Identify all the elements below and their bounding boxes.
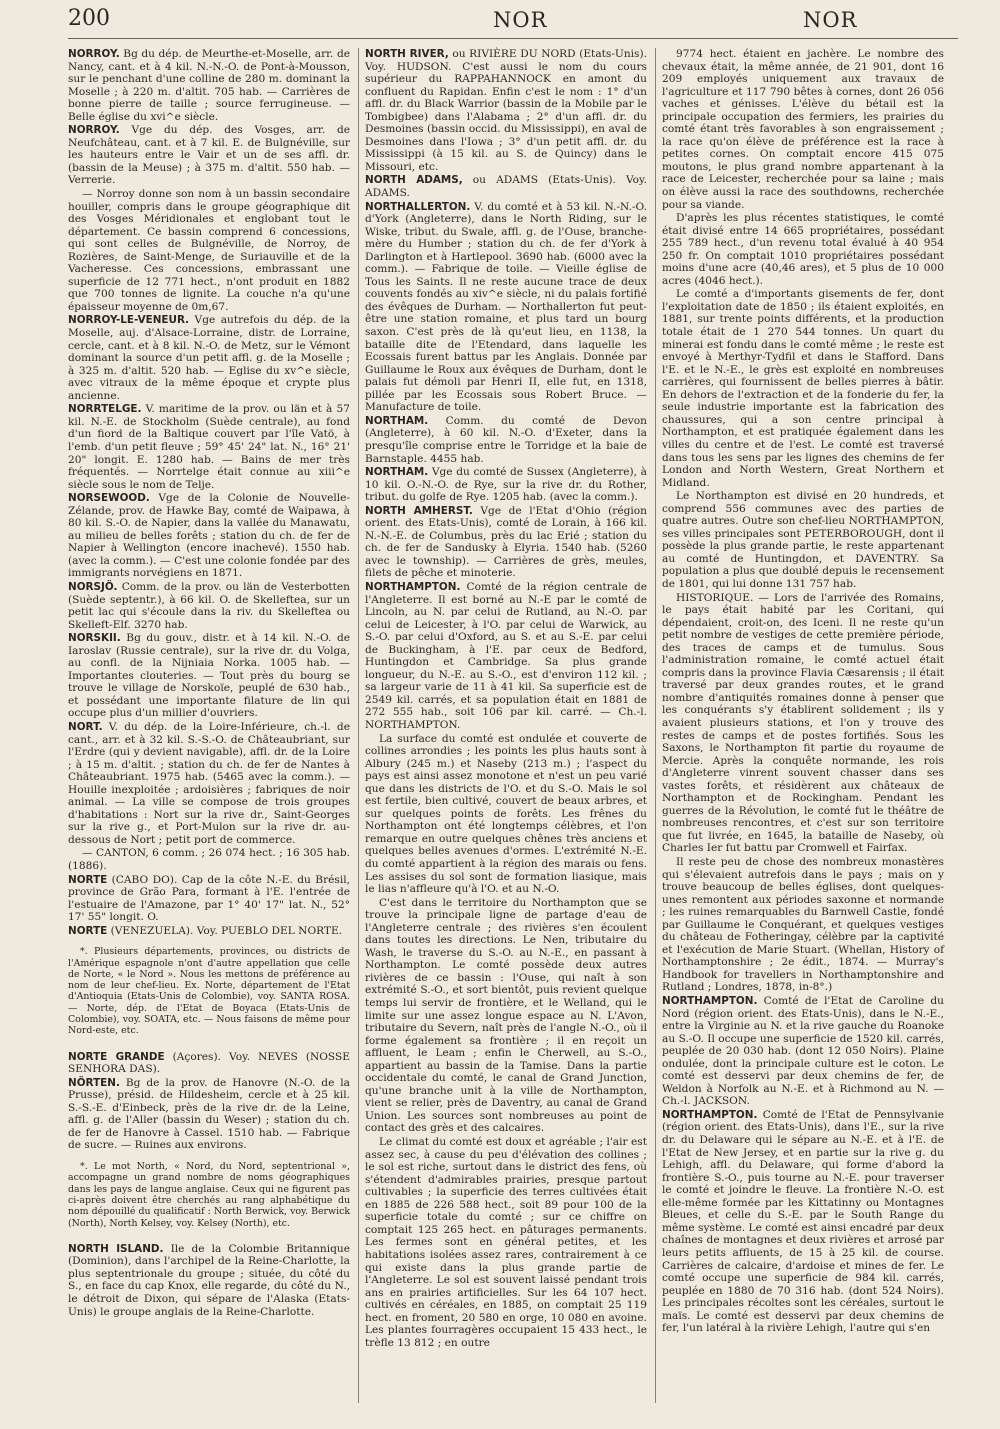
- entry-headword: NORTE GRANDE: [68, 1050, 165, 1063]
- dictionary-entry: [68, 925, 350, 938]
- dictionary-entry: [365, 174, 647, 199]
- dictionary-entry: [662, 490, 944, 590]
- entry-list: [68, 1051, 350, 1152]
- entry-text: ou ADAMS (Etats-Unis). Voy. ADAMS.: [365, 174, 647, 200]
- entry-text: La surface du comté est ondulée et couverte de collines arrondies ; les points les plus hauts sont à Albury (245 m.) et Naseby (213 m.) ; l'aspect du pays est ainsi assez monotone et n'est un peu varié que dans les districts de l'O. et du S.-O. Mais le sol est fertile, bien cultivé, couvert de beaux arbres, et sur quelques points de forêts. Les frênes du Northampton ont été longtemps célèbres, et l'on remarque en outre quelques chênes très anciens et quelques belles avenues d'ormes. L'extrémité N.-E. du comté appartient à la région des marais ou fens. Les assises du sol sont de formation liasique, mais le lias n'affleure qu'à l'O. et au N.-O.: [365, 732, 647, 896]
- dictionary-entry: [68, 847, 350, 872]
- dictionary-entry: [68, 581, 350, 631]
- dictionary-entry: [68, 492, 350, 580]
- page-header: [68, 6, 958, 36]
- dictionary-entry: [68, 632, 350, 720]
- entry-headword: NORROY.: [68, 48, 120, 60]
- entry-headword: NORTHALLERTON.: [365, 200, 471, 213]
- entry-text: Le climat du comté est doux et agréable ; l'air est assez sec, à cause du peu d'élévation des collines ; le sol est riche, surtout dans le district des fens, où s'étendent d'admirables prairies, presque partout cultivables ; la superficie des terres cultivées était en 1885 de 226 588 hect., soit 89 pour 100 de la superficie totale du comté ; sur ce chiffre on comptait 125 265 hect. en pâturages permanents. Les fermes sont en général petites, et les habitations isolées assez rares, contrairement à ce qui existe dans la plus grande partie de l'Angleterre. Le sol est souvent laissé pendant trois ans en prairies artificielles. Sur les 64 107 hect. cultivés en céréales, en 1885, on comptait 25 119 hect. en froment, 20 580 en orge, 10 080 en avoine. Les plantes fourragères occupaient 15 433 hect., le trèfle 13 812 ; en outre: [365, 1136, 647, 1349]
- entry-headword: NORSJÖ.: [68, 580, 118, 593]
- dictionary-entry: [68, 403, 350, 491]
- entry-headword: NORTH RIVER,: [365, 48, 449, 60]
- entry-headword: NORTHAMPTON.: [365, 580, 461, 593]
- dictionary-entry: [68, 1051, 350, 1076]
- entry-text: (Açores). Voy. NEVES (NOSSE SENHORA DAS).: [68, 1050, 350, 1076]
- entry-text: Vge autrefois du dép. de la Moselle, auj. d'Alsace-Lorraine, distr. de Lorraine, cercle, cant. et à 8 kil. N.-O. de Metz, sur le Vémont dominant la source d'un petit affl. g. de la Moselle ; à 325 m. d'altit. 520 hab. — Eglise du xv^e siècle, avec vitraux de la même époque et crypte plus ancienne.: [68, 314, 350, 402]
- entry-text: Le comté a d'importants gisements de fer, dont l'exploitation date de 1850 ; ils étaient exploités, en 1881, sur trente points différents, et la production totale était de 1 270 544 tonnes. Un quart du minerai est fondu dans le comté même ; le reste est envoyé à Merthyr-Tydfil et dans le Stafford. Dans l'E. et le N.-E., le grès est exploité en nombreuses carrières, qui fournissent de belles pierres à bâtir. En dehors de l'extraction et de la fonderie du fer, la seule industrie importante est la fabrication des chaussures, qui a son centre principal à Northampton, et est pratiquée également dans les villes du centre et de l'est. Le comté est traversé dans tous les sens par les lignes des chemins de fer London and North Western, Great Northern et Midland.: [662, 288, 944, 489]
- header-rule: [68, 38, 958, 39]
- entry-text: V. du dép. de la Loire-Inférieure, ch.-l. de cant., arr. et à 32 kil. S.-S.-O. de Châteaubriant, sur l'Erdre (qui y devient navigable), affl. dr. de la Loire ; à 15 m. d'altit. ; station du ch. de fer de Nantes à Châteaubriant. 1975 hab. (5465 avec la comm.). — Houille inexploitée ; ardoisières ; fabriques de noir animal. — La ville se compose de trois groupes d'habitations : Nort sur la rive dr., Saint-Georges sur la rive g., et Port-Mulon sur la rive dr. au-dessous de Nort ; petit port de commerce.: [68, 720, 350, 846]
- dictionary-entry: [365, 733, 647, 896]
- dictionary-entry: [68, 48, 350, 123]
- dictionary-entry: [662, 995, 944, 1108]
- dictionary-entry: [365, 201, 647, 414]
- dictionary-entry: [662, 288, 944, 489]
- entry-text: Comté de la région centrale de l'Angleterre. Il est borné au N.-E par le comté de Lincoln, au N. par celui de Rutland, au N.-O. par celui de Leicester, à l'O. par celui de Warwick, au S.-O. par celui d'Oxford, au S. et au S.-E. par celui de Buckingham, à l'E. par ceux de Bedford, Huntingdon et Cambridge. Sa plus grande longueur, du N.-E. au S.-O., est d'environ 112 kil. ; sa largeur varie de 11 à 41 kil. Sa superficie est de 2549 kil. carrés, et sa population était en 1881 de 272 555 hab., soit 106 par kil. carré. — Ch.-l. NORTHAMPTON.: [365, 580, 647, 731]
- entry-list: [662, 48, 944, 1335]
- entry-headword: NORT.: [68, 720, 103, 733]
- entry-headword: NORTH AMHERST.: [365, 504, 473, 517]
- entry-headword: NORROY-LE-VENEUR.: [68, 314, 190, 327]
- entry-text: Comté de l'Etat de Caroline du Nord (région orient. des Etats-Unis), dans le N.-E., entre la Virginie au N. et la rive gauche du Roanoke au S.-O. Il occupe une superficie de 1520 kil. carrés, peuplée de 20 030 hab. (dont 12 050 Noirs). Plaine ondulée, dont la principale culture est le coton. Le comté est desservi par deux chemins de fer, de Weldon à Norfolk au N.-E. et à Richmond au N. — Ch.-l. JACKSON.: [662, 995, 944, 1108]
- dictionary-entry: [662, 856, 944, 994]
- entry-text: Bg de la prov. de Hanovre (N.-O. de la Prusse), présid. de Hildesheim, cercle et à 25 kil. S.-S.-E. d'Einbeck, près de la rive dr. de la Leine, affl. g. de l'Aller (bassin du Weser) ; station du ch. de fer de Hanovre à Cassel. 1510 hab. — Fabrique de sucre. — Ruines aux environs.: [68, 1076, 350, 1152]
- entry-headword: NORTH ADAMS,: [365, 174, 463, 187]
- entry-text: Bg du dép. de Meurthe-et-Moselle, arr. de Nancy, cant. et à 4 kil. N.-N.-O. de Pont-à-Mousson, sur le penchant d'une colline de 280 m. dominant la Moselle ; à 220 m. d'altit. 705 hab. — Carrières de bonne pierre de taille ; source ferrugineuse. — Belle église du xvi^e siècle.: [68, 48, 350, 123]
- entry-text: V. maritime de la prov. ou län et à 57 kil. N.-E. de Stockholm (Suède centrale), au fond d'un fiord de la Baltique couvert par l'île Vatö, à l'emb. d'un petit fleuve ; 59° 45' 24" lat. N., 16° 21' 20" longit. E. 1280 hab. — Bains de mer très fréquentés. — Norrtelge était connue au xiii^e siècle sous le nom de Telje.: [68, 403, 350, 491]
- entry-headword: NORROY.: [68, 124, 120, 137]
- dictionary-entry: [68, 1243, 350, 1318]
- entry-text: Vge de l'Etat d'Ohio (région orient. des Etats-Unis), comté de Lorain, à 166 kil. N.-N.-E. de Columbus, près du lac Erié ; station du ch. de fer de Sandusky à Elyria. 1540 hab. (5260 avec le township). — Carrières de grès, meules, filets de pêche et minoterie.: [365, 504, 647, 580]
- dictionary-entry: [68, 721, 350, 846]
- entry-text: Comm. du comté de Devon (Angleterre), à 60 kil. N.-O. d'Exeter, dans la presqu'île comprise entre le Torridge et la baie de Barnstaple. 4455 hab.: [365, 414, 647, 465]
- entry-list: [365, 48, 647, 1349]
- entry-headword: NÖRTEN.: [68, 1076, 120, 1089]
- entry-headword: NORTE: [68, 873, 108, 886]
- entry-text: Ile de la Colombie Britannique (Dominion), dans l'archipel de la Reine-Charlotte, la plus septentrionale du groupe ; située, du côté du S., en face du cap Knox, elle regarde, du côté du N., le détroit de Dixon, qui sépare de l'Alaska (Etats-Unis) le groupe anglais de la Reine-Charlotte.: [68, 1242, 351, 1318]
- entry-text: Comm. de la prov. ou län de Vesterbotten (Suède septentr.), à 66 kil. O. de Skelleftea, sur un petit lac qui s'écoule dans la riv. du Skelleftea ou Skelleft-Elf. 3270 hab.: [68, 580, 350, 631]
- entry-headword: NORRTELGE.: [68, 403, 142, 416]
- entry-headword: NORTHAM.: [365, 466, 429, 479]
- dictionary-entry: [365, 581, 647, 732]
- entry-text: Vge du dép. des Vosges, arr. de Neufchâteau, cant. et à 7 kil. E. de Bulgnéville, sur les hauteurs entre le Vair et un de ses affl. dr. (bassin de la Meuse) ; à 375 m. d'altit. 550 hab. — Verrerie.: [68, 124, 350, 187]
- page-number: 200: [68, 6, 110, 31]
- entry-text: Bg du gouv., distr. et à 14 kil. N.-O. de Iaroslav (Russie centrale), sur la rive dr. du Volga, au confl. de la Nijniaia Norka. 1005 hab. — Importantes clouteries. — Tout près du bourg se trouve le village de Norskoïe, peuplé de 630 hab., et possédant une importante filature de lin qui occupe plus d'un millier d'ouvriers.: [68, 632, 350, 720]
- entry-headword: NORTHAM.: [365, 414, 429, 427]
- running-head-right: NOR: [803, 8, 858, 32]
- entry-headword: NORSKII.: [68, 632, 121, 645]
- dictionary-entry: [662, 48, 944, 211]
- entry-headword: NORTHAMPTON.: [662, 995, 758, 1008]
- entry-list: [68, 48, 350, 937]
- entry-text: — CANTON, 6 comm. ; 26 074 hect. ; 16 305 hab. (1886).: [68, 847, 350, 872]
- entry-text: Comté de l'Etat de Pennsylvanie (région orient. des Etats-Unis), dans l'E., sur la rive dr. du Delaware qui le sépare au N.-E. et à l'E. de l'Etat de New Jersey, et en partie sur la rive g. du Lehigh, affl. du Delaware, qui forme d'abord la frontière S.-O., puis tourne au N.-E. pour traverser le comté et joindre le fleuve. La frontière N.-O. est elle-même formée par les Kittatinny ou Montagnes Bleues, et celle du S.-E. par le South Range du même système. Le comté est ainsi encadré par deux chaînes de montagnes et deux rivières et arrosé par leurs petits affluents, de 15 à 25 kil. de course. Carrières de calcaire, d'ardoise et mines de fer. Le comté occupe une superficie de 984 kil. carrés, peuplée en 1880 de 70 316 hab. (dont 524 Noirs). Les principales récoltes sont les céréales, surtout le maïs. Le comté est desservi par deux chemins de fer, l'un latéral à la rivière Lehigh, l'autre qui s'en: [662, 1108, 944, 1335]
- entry-text: Le Northampton est divisé en 20 hundreds, et comprend 556 communes avec des parties de quatre autres. Outre son chef-lieu NORTHAMPTON, ses villes principales sont PETERBOROUGH, dont il possède la plus grande partie, le reste appartenant au comté de Huntingdon, et DAVENTRY. Sa population a plus que doublé depuis le recensement de 1801, qui lui donne 131 757 hab.: [662, 490, 944, 590]
- entry-text: HISTORIQUE. — Lors de l'arrivée des Romains, le pays était habité par les Coritani, qui dépendaient, croit-on, des Iceni. Il ne reste qu'un petit nombre de vestiges de cette première période, des traces de camps et de tumulus. Sous l'administration romaine, le comté actuel était compris dans la province Flavia Cæsarensis ; il était traversé par deux grandes routes, et le grand nombre d'antiquités romaines donne à penser que les conquérants s'y établirent solidement ; ils y avaient plusieurs stations, et l'on y trouve des restes de camps et de postes fortifiés. Sous les Saxons, le Northampton fit partie du royaume de Mercie. Après la conquête normande, les rois d'Angleterre vinrent souvent chasser dans ses vastes forêts, et résidèrent aux châteaux de Northampton et de Rockingham. Pendant les guerres de la Révolution, le comté fut le théâtre de nombreuses rencontres, et c'est sur son territoire que fut livrée, en 1645, la bataille de Naseby, où Charles Ier fut battu par Cromwell et Fairfax.: [662, 591, 944, 855]
- entry-headword: NORTH ISLAND.: [68, 1242, 164, 1255]
- dictionary-entry: [662, 212, 944, 287]
- entry-text: Vge du comté de Sussex (Angleterre), à 10 kil. O.-N.-O. de Rye, sur la rive dr. du Rother, tribut. du golfe de Rye. 1205 hab. (avec la comm.).: [365, 466, 647, 504]
- entry-text: (CABO DO). Cap de la côte N.-E. du Brésil, province de Grão Para, formant à l'E. l'entrée de l'estuaire de l'Amazone, par 1° 40' 17" lat. N., 52° 17' 55" longit. O.: [68, 873, 350, 924]
- column-separator: [655, 48, 656, 1403]
- entry-text: (VENEZUELA). Voy. PUEBLO DEL NORTE.: [107, 924, 343, 937]
- entry-list: [68, 1243, 350, 1318]
- dictionary-entry: [365, 415, 647, 465]
- dictionary-entry: [68, 1077, 350, 1152]
- column-2: [365, 48, 647, 1350]
- dictionary-entry: [365, 505, 647, 580]
- entry-text: V. du comté et à 53 kil. N.-N.-O. d'York (Angleterre), dans le North Riding, sur le Wiske, tribut. du Swale, affl. g. de l'Ouse, branche-mère du Humber ; station du ch. de fer d'York à Darlington et à Hartlepool. 3690 hab. (6000 avec la comm.). — Fabrique de toile. — Vieille église de Tous les Saints. Il ne reste aucune trace de deux couvents fondés au xiv^e siècle, ni du palais fortifié des évêques de Durham. — Northallerton fut peut-être une station romaine, et plus tard un bourg saxon. C'est près de là qu'eut lieu, en 1138, la bataille dite de l'Etendard, dans laquelle les Ecossais furent battus par les Anglais. Donnée par Guillaume le Roux aux évêques de Durham, dont le palais fut démoli par Henri II, elle fut, en 1318, pillée par les Ecossais sous Robert Bruce. — Manufacture de toile.: [365, 200, 647, 414]
- dictionary-entry: [68, 188, 350, 313]
- dictionary-entry: [68, 314, 350, 402]
- entry-text: Vge de la Colonie de Nouvelle-Zélande, prov. de Hawke Bay, comté de Waipawa, à 80 kil. S.-O. de Napier, dans la vallée du Manawatu, au milieu de belles forêts ; station du ch. de fer de Napier à Wellington (encore inachevé). 1550 hab. (avec la comm.). — C'est une colonie fondée par des immigrants norvégiens en 1871.: [68, 492, 350, 580]
- entry-headword: NORTHAMPTON.: [662, 1108, 758, 1121]
- footnote-north: *. Le mot North, « Nord, du Nord, septentrional », accompagne un grand nombre de noms géographiques dans les pays de langue anglaise. Ceux qui ne figurent pas ci-après doivent être cherchés au rang alphabétique du nom dépouillé du qualificatif : North Berwick, voy. Berwick (North), North Kelsey, voy. Kelsey (North), etc.: [68, 1161, 350, 1229]
- entry-headword: NORSEWOOD.: [68, 492, 150, 505]
- entry-text: C'est dans le territoire du Northampton que se trouve la principale ligne de partage d'eau de l'Angleterre centrale ; des rivières s'en écoulent dans toutes les directions. Le Nen, tributaire du Wash, le traverse du S.-O. au N.-E., en passant à Northampton. Le comté possède deux autres rivières de ce bassin : l'Ouse, qui naît à son extrémité S.-O., et sort bientôt, puis revient quelque temps lui servir de frontière, et le Welland, qui le limite sur une assez longue espace au N. L'Avon, tributaire du Severn, naît près de l'angle N.-O., où il forme également sa frontière ; il en reçoit un affluent, le Leam ; enfin le Cherwell, au S.-O., appartient au bassin de la Tamise. Dans la partie occidentale du comté, le canal de Grand Junction, qu'une branche unit à la ville de Northampton, vient se relier, près de Daventry, au canal de Grand Union. Les sources sont nombreuses au point de contact des grès et des calcaires.: [365, 896, 647, 1135]
- dictionary-entry: [365, 1136, 647, 1349]
- column-3: [662, 48, 944, 1336]
- dictionary-entry: [365, 897, 647, 1135]
- dictionary-entry: [68, 874, 350, 924]
- entry-headword: NORTE: [68, 924, 108, 937]
- column-1: [68, 48, 350, 1319]
- entry-text: Il reste peu de chose des nombreux monastères qui s'élevaient autrefois dans le pays ; mais on y trouve beaucoup de belles églises, dont quelques-unes remontent aux périodes saxonne et normande ; les ruines remarquables du Barnwell Castle, fondé par Guillaume le Conquérant, et quelques vestiges du château de Fotheringay, célèbre par la captivité et l'exécution de Marie Stuart. (Whellan, History of Northamptonshire ; 2e édit., 1874. — Murray's Handbook for travellers in Northamptonshire and Rutland ; Londres, 1878, in-8°.): [662, 856, 944, 994]
- entry-text: — Norroy donne son nom à un bassin secondaire houiller, compris dans le groupe géographique dit des Vosges Méridionales et englobant tout le département. Ce bassin comprend 6 concessions, qui sont celles de Bulgnéville, de Norroy, de Rozières, de Saint-Menge, de Suriauville et de la Vacheresse. Ces concessions, embrassant une superficie de 12 771 hect., n'ont produit en 1882 que 700 tonnes de lignite. La couche n'a qu'une épaisseur moyenne de 0m,67.: [68, 188, 350, 313]
- footnote-norte: *. Plusieurs départements, provinces, ou districts de l'Amérique espagnole n'ont d'autre appellation que celle de Norte, « le Nord ». Nous les mettons de préférence au nom de leur chef-lieu. Ex. Norte, département de l'Etat d'Antioquia (Etats-Unis de Colombie), voy. SANTA ROSA. — Norte, dép. de l'Etat de Boyaca (Etats-Unis de Colombie), voy. SOATA, etc. — Nous faisons de même pour Nord-este, etc.: [68, 946, 350, 1037]
- entry-text: 9774 hect. étaient en jachère. Le nombre des chevaux était, la même année, de 21 901, dont 16 209 employés uniquement aux travaux de l'agriculture et 117 790 bêtes à cornes, dont 26 056 vaches et génisses. L'élève du bétail est la principale occupation des fermiers, les prairies du comté étant très favorables à son engraissement ; la race qu'on élève de préférence est la race à petites cornes. On comptait encore 415 075 moutons, le plus grand nombre appartenant à la race de Leicester, recherchée pour sa laine ; mais on élève aussi la race des southdowns, recherchée pour sa viande.: [662, 48, 944, 211]
- dictionary-entry: [662, 592, 944, 855]
- dictionary-entry: [365, 466, 647, 504]
- dictionary-entry: [68, 124, 350, 187]
- dictionary-entry: [365, 48, 647, 173]
- column-separator: [358, 48, 359, 1403]
- dictionary-entry: [662, 1109, 944, 1335]
- entry-text: D'après les plus récentes statistiques, le comté était divisé entre 14 665 propriétaires, possédant 255 789 hect., d'un revenu total évalué à 40 954 250 fr. On comptait 1010 propriétaires possédant moins d'une acre (40,46 ares), et 5 plus de 10 000 acres (4046 hect.).: [662, 212, 944, 287]
- running-head-left: NOR: [493, 8, 548, 32]
- entry-text: ou RIVIÈRE DU NORD (Etats-Unis). Voy. HUDSON. C'est aussi le nom du cours supérieur du RAPPAHANNOCK en amont du confluent du Rapidan. Enfin c'est le nom : 1° d'un affl. dr. du Black Warrior (bassin de la Mobile par le Tombigbee) dans l'Alabama ; 2° d'un affl. dr. du Desmoines (bassin occid. du Mississippi), en aval de Desmoines dans l'Iowa ; 3° d'un petit affl. dr. du Mississippi (à 15 kil. au S. de Quincy) dans le Missouri, etc.: [365, 48, 647, 173]
